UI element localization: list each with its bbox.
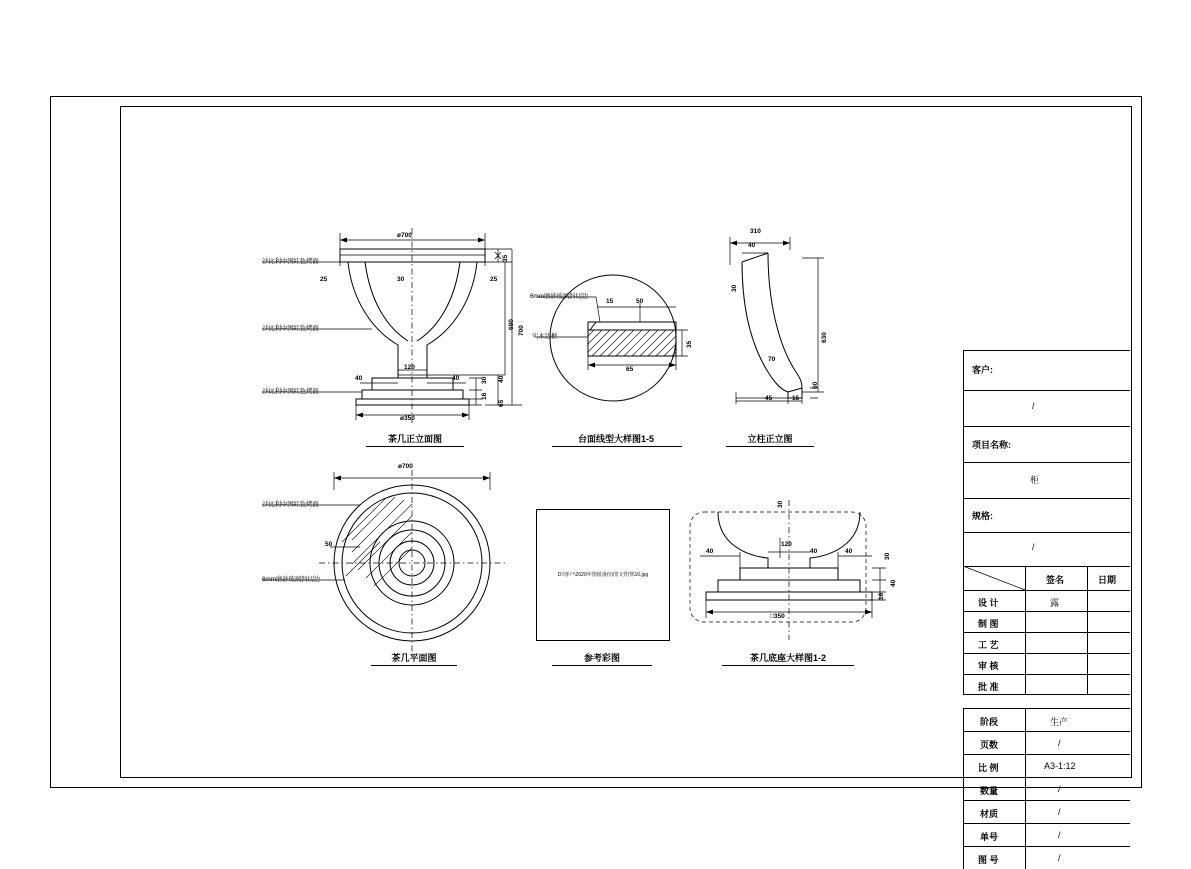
dim-base-40b: 40 [810, 548, 818, 555]
tb-role-label-2 [963, 632, 1025, 653]
dim-col-45: 45 [765, 395, 773, 402]
annotation-detail-glass: 6mm磨砂玻璃斜切边 [530, 293, 588, 300]
dim-base-40c: 40 [845, 548, 853, 555]
dim-front-d350: ø350 [400, 415, 415, 422]
annotation-front-1: 沙比利中国红色烤面 [262, 258, 319, 265]
reference-photo-path: D:\客户\2020年图纸备份\图文件图\16.jpg [557, 572, 649, 578]
view-title-detail: 台面线型大样图1-5 [577, 434, 654, 444]
tb-role-text-1: 制 图 [978, 619, 999, 629]
dim-col-60: 60 [812, 381, 819, 389]
tb-prop-text-4: 材质 [980, 809, 999, 819]
tb-role-text-0: 设 计 [978, 598, 999, 608]
tb-prop-text-3: 数量 [980, 786, 999, 796]
tb-role-label-1 [963, 611, 1025, 632]
tb-role-label-0 [963, 590, 1025, 611]
tb-signature-header: 签名 [1046, 575, 1065, 585]
tb-prop-value-text-6: / [1058, 853, 1061, 863]
tb-prop-text-6: 图 号 [978, 855, 999, 865]
annotation-front-2: 沙比利中国红色烤面 [262, 325, 319, 332]
view-title-base: 茶几底座大样图1-2 [749, 653, 826, 663]
tb-prop-value-1 [1025, 731, 1130, 754]
view-title-underline-plan [371, 665, 457, 666]
tb-prop-value-text-4: / [1058, 807, 1061, 817]
tb-role-label-4 [963, 674, 1025, 695]
annotation-plan-2: 6mm磨砂玻璃斜切边 [262, 576, 320, 583]
dim-front-65: 65 [498, 399, 505, 407]
dim-front-680: 680 [508, 319, 515, 330]
view-title-front: 茶几正立面图 [387, 434, 442, 444]
dim-front-25a: 25 [320, 276, 328, 283]
tb-role-sign-4 [1025, 674, 1087, 695]
tb-prop-value-text-1: / [1058, 738, 1061, 748]
tb-prop-value-text-3: / [1058, 784, 1061, 794]
tb-role-sign-2 [1025, 632, 1087, 653]
tb-role-date-0 [1087, 590, 1130, 611]
tb-role-date-3 [1087, 653, 1130, 674]
tb-prop-value-text-0: 生产 [1050, 717, 1069, 727]
view-title-photo: 参考彩图 [583, 653, 620, 663]
dim-col-310: 310 [750, 228, 761, 235]
tb-prop-label-3 [963, 777, 1025, 800]
tb-prop-label-5 [963, 823, 1025, 846]
dim-col-630: 630 [821, 332, 828, 343]
annotation-plan-1: 沙比利中国红色烤面 [262, 501, 319, 508]
view-title-column: 立柱正立图 [747, 434, 793, 444]
dim-plan-d700: ø700 [398, 463, 413, 470]
tb-role-sign-text-0: 露 [1050, 598, 1060, 608]
dim-front-35: 35 [502, 254, 509, 262]
dim-front-25b: 25 [490, 276, 498, 283]
view-title-underline-base [722, 665, 854, 666]
tb-prop-value-text-5: / [1058, 830, 1061, 840]
tb-date-header: 日期 [1098, 575, 1117, 585]
plan-view-geometry [262, 470, 505, 656]
tb-role-date-4 [1087, 674, 1130, 695]
dim-detail-50: 50 [636, 298, 644, 305]
view-title-plan: 茶几平面图 [391, 653, 437, 663]
annotation-front-3: 沙比利中国红色烤面 [262, 388, 319, 395]
base-detail-geometry [690, 500, 886, 640]
view-title-underline-front [366, 446, 464, 447]
tb-prop-value-6 [1025, 846, 1130, 869]
dim-col-15: 15 [792, 395, 800, 402]
tb-prop-value-2 [1025, 754, 1130, 777]
tb-prop-value-text-2: A3-1:12 [1044, 761, 1076, 771]
column-elevation-geometry [730, 237, 824, 404]
tb-role-date-2 [1087, 632, 1130, 653]
dim-front-40c: 40 [498, 375, 505, 383]
dim-base-120: 120 [781, 541, 792, 548]
dim-base-40d: 40 [890, 579, 897, 587]
dim-front-30: 30 [397, 276, 405, 283]
dim-detail-15: 15 [606, 298, 614, 305]
view-title-underline-photo [552, 665, 652, 666]
tb-prop-value-4 [1025, 800, 1130, 823]
dim-base-30b: 30 [884, 552, 891, 560]
tb-prop-text-2: 比 例 [978, 763, 999, 773]
dim-front-d700: ø700 [397, 232, 412, 239]
tb-prop-value-0 [1025, 708, 1130, 731]
dim-front-40a: 40 [355, 375, 363, 382]
dim-base-40a: 40 [706, 548, 714, 555]
tb-project-label: 项目名称: [972, 440, 1011, 450]
tb-role-sign-0 [1025, 590, 1087, 611]
tb-prop-label-2 [963, 754, 1025, 777]
tb-client-value: / [1032, 401, 1035, 411]
tb-role-label-3 [963, 653, 1025, 674]
tb-project-value: 柜 [1030, 475, 1040, 485]
tb-prop-value-5 [1025, 823, 1130, 846]
tb-role-sign-3 [1025, 653, 1087, 674]
dim-base-16: 16 [878, 592, 885, 600]
dim-col-30: 30 [731, 284, 738, 292]
dim-detail-35: 35 [686, 340, 693, 348]
dim-front-30b: 30 [481, 376, 488, 384]
tb-spec-label: 规格: [972, 511, 993, 521]
tb-prop-label-0 [963, 708, 1025, 731]
tb-role-text-3: 审 核 [978, 661, 999, 671]
tb-spec-value: / [1032, 542, 1035, 552]
dim-base-350: □350 [770, 613, 785, 620]
tb-prop-label-6 [963, 846, 1025, 869]
tb-prop-value-3 [1025, 777, 1130, 800]
dim-col-70: 70 [768, 356, 776, 363]
tb-prop-text-0: 阶段 [980, 717, 999, 727]
tb-role-date-1 [1087, 611, 1130, 632]
annotation-detail-wood: 实木边框 [532, 333, 558, 340]
dim-front-40b: 40 [452, 375, 460, 382]
tb-role-text-2: 工 艺 [978, 640, 999, 650]
dim-front-16: 16 [481, 392, 488, 400]
dim-detail-65: 65 [626, 366, 634, 373]
tb-prop-text-1: 页数 [980, 740, 999, 750]
dim-plan-50: 50 [325, 541, 333, 548]
dim-col-40: 40 [748, 242, 756, 249]
tb-client-label: 客户: [972, 365, 993, 375]
view-title-underline-column [726, 446, 814, 447]
tb-role-sign-1 [1025, 611, 1087, 632]
dim-front-120: 120 [404, 364, 415, 371]
tb-prop-label-1 [963, 731, 1025, 754]
tb-prop-text-5: 单号 [980, 832, 999, 842]
title-block [963, 106, 1130, 865]
tb-role-text-4: 批 准 [978, 682, 999, 692]
tb-prop-label-4 [963, 800, 1025, 823]
dim-front-700: 700 [518, 325, 525, 336]
view-title-underline-detail [552, 446, 682, 447]
dim-base-30: 30 [777, 500, 784, 508]
